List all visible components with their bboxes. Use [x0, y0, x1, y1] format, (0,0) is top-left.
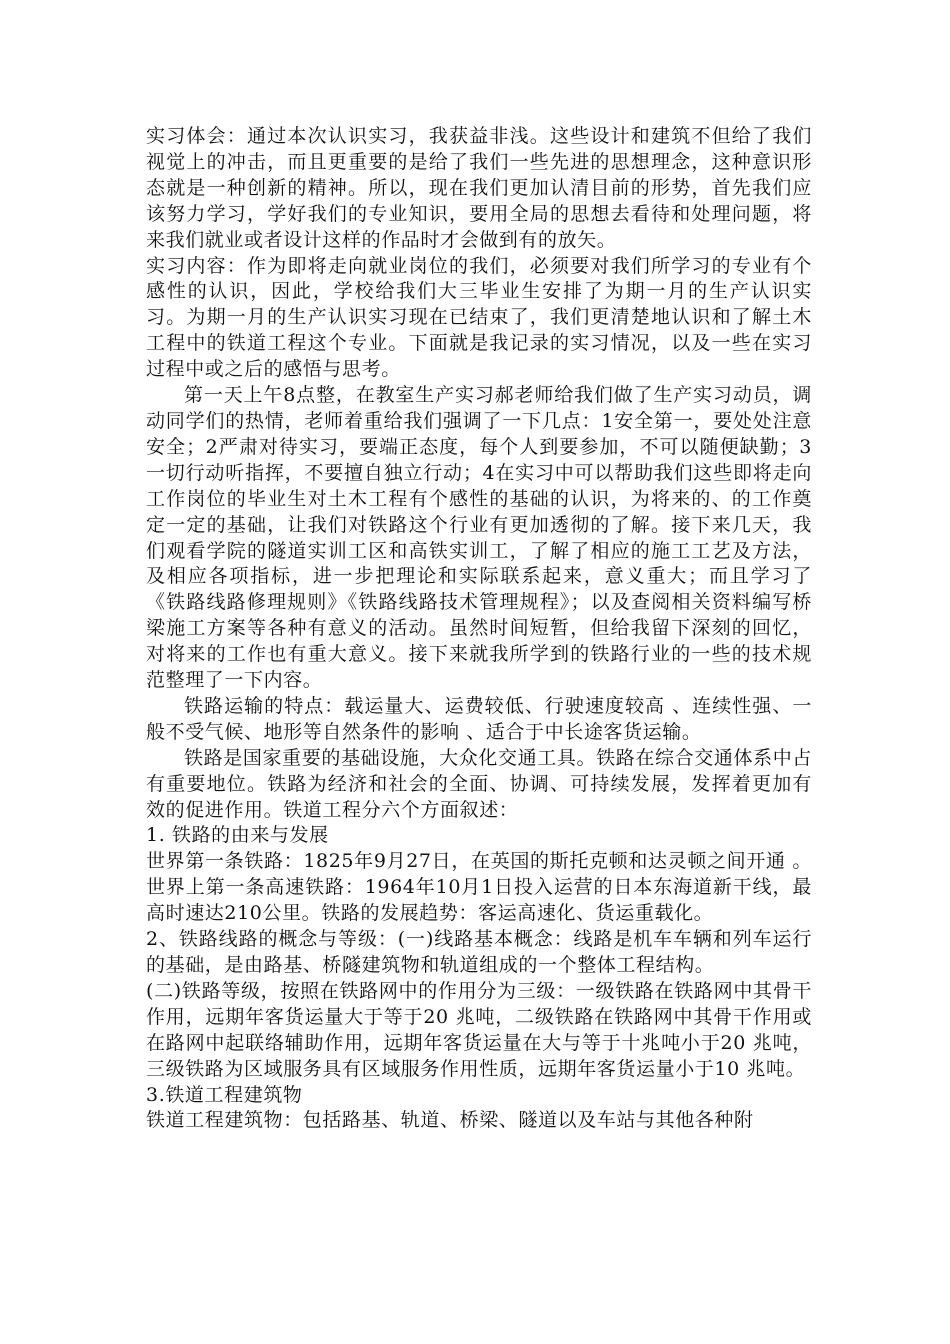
paragraph-railway-features: 铁路运输的特点：载运量大、运费较低、行驶速度较高 、连续性强、一般不受气候、地形等自然条件的影响 、适合于中长途客货运输。	[146, 694, 812, 743]
paragraph-first-railway: 世界第一条铁路：1825年9月27日，在英国的斯托克顿和达灵顿之间开通 。世界上第一条高速铁路：1964年10月1日投入运营的日本东海道新干线，最高时速达210公里。铁路的发展趋势：客运高速化、货运重载化。	[146, 850, 812, 925]
paragraph-first-day: 第一天上午8点整，在教室生产实习郝老师给我们做了生产实习动员，调动同学们的热情，老师着重给我们强调了一下几点：1安全第一，要处处注意安全；2严肃对待实习，要端正态度，每个人到要参加，不可以随便缺勤；3一切行动听指挥，不要擅自独立行动；4在实习中可以帮助我们这些即将走向工作岗位的毕业生对土木工程有个感性的基础的认识，为将来的、的工作奠定一定的基础，让我们对铁路这个行业有更加透彻的了解。接下来几天，我们观看学院的隧道实训工区和高铁实训工，了解了相应的施工工艺及方法，及相应各项指标，进一步把理论和实际联系起来，意义重大；而且学习了《铁路线路修理规则》《铁路线路技术管理规程》；以及查阅相关资料编写桥梁施工方案等各种有意义的活动。虽然时间短暂，但给我留下深刻的回忆，对将来的工作也有重大意义。接下来就我所学到的铁路行业的一些的技术规范整理了一下内容。	[146, 384, 812, 692]
paragraph-internship-reflection: 实习体会：通过本次认识实习，我获益非浅。这些设计和建筑不但给了我们视觉上的冲击，而且更重要的是给了我们一些先进的思想理念，这种意识形态就是一种创新的精神。所以，现在我们更加认清目前的形势，首先我们应该努力学习，学好我们的专业知识，要用全局的思想去看待和处理问题，将来我们就业或者设计这样的作品时才会做到有的放矢。	[146, 125, 812, 251]
paragraph-railway-importance: 铁路是国家重要的基础设施，大众化交通工具。铁路在综合交通体系中占有重要地位。铁路为经济和社会的全面、协调、可持续发展，发挥着更加有效的促进作用。铁道工程分六个方面叙述：	[146, 746, 812, 821]
paragraph-line-concept: 2、铁路线路的概念与等级：(一)线路基本概念：线路是机车车辆和列车运行的基础，是由路基、桥隧建筑物和轨道组成的一个整体工程结构。	[146, 928, 812, 976]
paragraph-railway-grades: (二)铁路等级，按照在铁路网中的作用分为三级：一级铁路在铁路网中其骨干作用，远期年客货运量大于等于20 兆吨，二级铁路在铁路网中其骨干作用或在路网中起联络辅助作用，远期年客货运量在大与等于十兆吨小于20 兆吨，三级铁路为区域服务具有区域服务作用性质，远期年客货运量小于10 兆吨。	[146, 979, 812, 1080]
paragraph-internship-content: 实习内容：作为即将走向就业岗位的我们，必须要对我们所学习的专业有个感性的认识，因此，学校给我们大三毕业生安排了为期一月的生产认识实习。为期一月的生产认识实习现在已结束了，我们更清楚地认识和了解土木工程中的铁道工程这个专业。下面就是我记录的实习情况，以及一些在实习过程中或之后的感悟与思考。	[146, 254, 812, 381]
heading-railway-structures: 3.铁道工程建筑物	[146, 1083, 303, 1106]
heading-railway-origin: 1. 铁路的由来与发展	[146, 824, 329, 847]
document-body	[146, 124, 812, 1134]
paragraph-structures: 铁道工程建筑物：包括路基、轨道、桥梁、隧道以及车站与其他各种附	[146, 1109, 754, 1132]
